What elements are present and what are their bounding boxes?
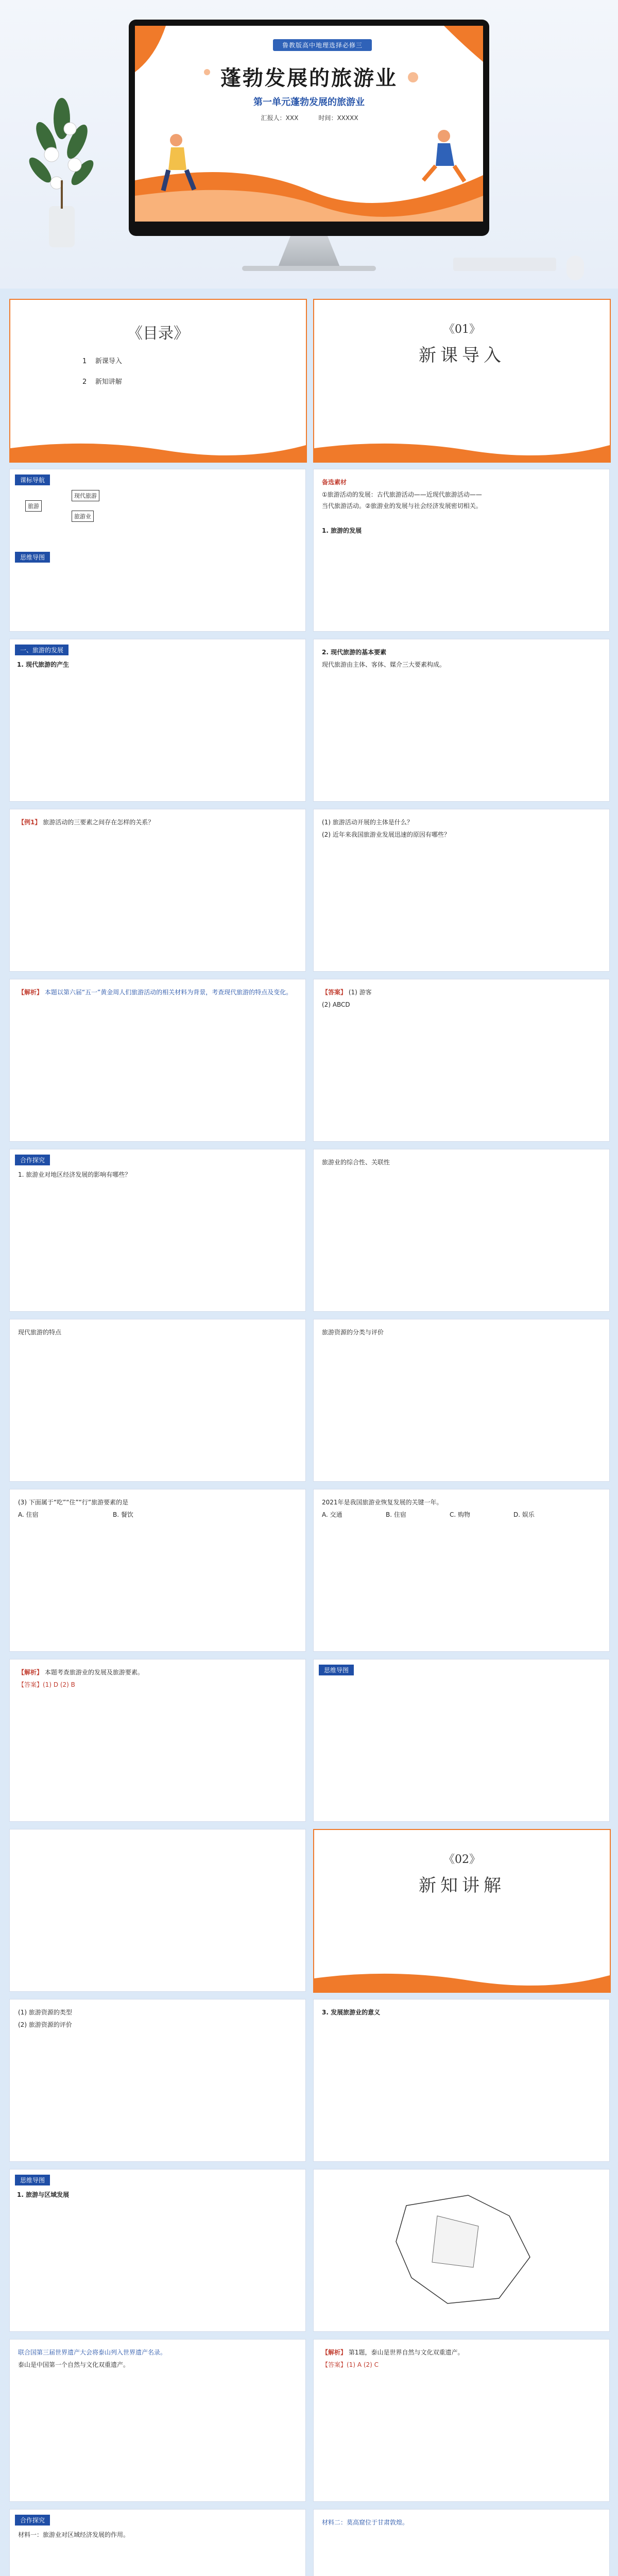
history-sub: 1. 现代旅游的产生 (17, 661, 70, 668)
slide-toc (9, 299, 307, 463)
quiz-2-opt-c[interactable]: C. 购物 (450, 1511, 471, 1518)
history-header: 一、旅游的发展 (15, 645, 68, 655)
features-line: 现代旅游的特点 (18, 1329, 62, 1336)
material-line-1: ①旅游活动的发展：古代旅游活动——近现代旅游活动—— (322, 491, 482, 498)
example-text: 旅游活动的三要素之间存在怎样的关系？ (43, 819, 154, 826)
quiz-analysis-line (18, 1668, 296, 1677)
slide-quiz-1 (9, 1489, 306, 1652)
resource-types-line-2: (2) 旅游资源的评价 (18, 2021, 72, 2028)
material-tag: 备选素材 (322, 479, 347, 486)
quiz-1-opt-b[interactable]: B. 餐饮 (113, 1511, 133, 1518)
analysis-tag: 【解析】 (18, 989, 43, 996)
slide-features (9, 1319, 306, 1482)
material-title: 1. 旅游的发展 (322, 527, 362, 534)
answer-line (322, 988, 372, 997)
analysis-text: 本题以第六届“五一”黄金周人们旅游活动的相关材料为背景，考查现代旅游的特点及变化。 (44, 989, 293, 996)
elements-line: 现代旅游由主体、客体、媒介三大要素构成。 (322, 661, 446, 668)
slide-section-02 (313, 1829, 611, 1993)
region-header: 思维导图 (15, 2175, 50, 2185)
answer-text: (1) 游客 (348, 989, 372, 996)
monitor (129, 20, 489, 236)
wave-decoration (314, 1968, 610, 1992)
heritage-answer: 【答案】(1) A (2) C (322, 2361, 379, 2368)
quiz-1-opt-a[interactable]: A. 住宿 (18, 1511, 39, 1518)
explore-line: 1. 旅游业对地区经济发展的影响有哪些？ (18, 1171, 131, 1178)
thinking-map-header: 思维导图 (319, 1665, 354, 1675)
answer-line-2: (2) ABCD (322, 1001, 350, 1008)
slide-material-2 (313, 2509, 610, 2576)
slide-history (9, 639, 306, 802)
section-02-title: 新知讲解 (419, 1875, 505, 1896)
slide-relation (313, 1149, 610, 1312)
slide-analysis (9, 979, 306, 1142)
plant-illustration (21, 77, 103, 247)
heritage-line-2: 泰山是中国第一个自然与文化双重遗产。 (18, 2361, 130, 2368)
slide-quiz-2 (313, 1489, 610, 1652)
keyboard (453, 258, 556, 271)
slide-resource-types (9, 1999, 306, 2162)
slide-curriculum (9, 469, 306, 632)
monitor-stand (278, 236, 340, 267)
toc-item-2[interactable] (82, 377, 122, 388)
answer-tag: 【答案】 (322, 989, 347, 996)
example-tag: 【例1】 (18, 819, 41, 826)
cooperate-line: 材料一：旅游业对区域经济发展的作用。 (18, 2531, 130, 2538)
mindmap-box-1: 旅游 (25, 500, 42, 512)
cover-subtitle: 第一单元蓬勃发展的旅游业 (253, 97, 365, 108)
cover-ribbon: 鲁教版高中地理选择必修三 (273, 39, 372, 51)
elements-title: 2. 现代旅游的基本要素 (322, 649, 387, 656)
resource-types-line: (1) 旅游资源的类型 (18, 2009, 72, 2016)
slide-heritage (9, 2339, 306, 2502)
slide-explore (9, 1149, 306, 1312)
cover-hero (0, 0, 618, 289)
quiz-2-opt-a[interactable]: A. 交通 (322, 1511, 342, 1518)
heritage-line-1: 联合国第三届世界遗产大会将泰山列入世界遗产名录。 (18, 2349, 167, 2356)
slide-answer (313, 979, 610, 1142)
quiz-analysis-tag: 【解析】 (18, 1669, 43, 1676)
wave-decoration (314, 438, 610, 462)
mouse (566, 256, 584, 280)
mindmap-box-3: 旅游业 (72, 511, 94, 522)
cover-decoration (135, 26, 483, 222)
explore-header: 合作探究 (15, 1155, 50, 1165)
quiz-analysis-text: 本题考查旅游业的发展及旅游要素。 (44, 1669, 144, 1676)
resources-line: 旅游资源的分类与评价 (322, 1329, 384, 1336)
curriculum-header: 课标导航 (15, 474, 50, 485)
significance-title: 3. 发展旅游业的意义 (322, 2009, 381, 2016)
slide-significance (313, 1999, 610, 2162)
cooperate-header: 合作探究 (15, 2515, 50, 2526)
mindmap-header: 思维导图 (15, 552, 50, 563)
example-line (18, 818, 296, 827)
quiz-2-line: 2021年是我国旅游业恢复发展的关键一年。 (322, 1499, 443, 1506)
toc-item-2-num: 2 (82, 378, 87, 386)
toc-item-1[interactable] (82, 357, 122, 367)
province-map (375, 2185, 551, 2319)
heritage-analysis-text: 第1题，泰山是世界自然与文化双重遗产。 (348, 2349, 464, 2356)
wave-decoration (10, 438, 306, 462)
quiz-2-opt-d[interactable]: D. 娱乐 (513, 1511, 535, 1518)
cover-slide (135, 26, 483, 222)
slide-example (9, 809, 306, 972)
question-2: (2) 近年来我国旅游业发展迅速的原因有哪些？ (322, 831, 450, 838)
cover-title: 蓬勃发展的旅游业 (220, 66, 398, 90)
monitor-base (242, 266, 376, 271)
toc-title: 《目录》 (127, 325, 189, 343)
quiz-1-line: (3) 下面属于“吃”“住”“行”旅游要素的是 (18, 1499, 129, 1506)
question-1: (1) 旅游活动开展的主体是什么？ (322, 819, 413, 826)
toc-item-2-label: 新知讲解 (95, 378, 122, 386)
slide-elements (313, 639, 610, 802)
slide-blank-diagram (9, 1829, 306, 1992)
cover-presenter: 汇报人：XXX (261, 114, 299, 122)
slide-cooperate (9, 2509, 306, 2576)
section-01-number: 《01》 (443, 323, 480, 336)
heritage-analysis-line (322, 2348, 600, 2358)
slide-region (9, 2169, 306, 2332)
cover-time: 时间：XXXXX (318, 114, 358, 122)
section-02-number: 《02》 (443, 1853, 480, 1866)
heritage-analysis-tag: 【解析】 (322, 2349, 347, 2356)
toc-item-1-num: 1 (82, 358, 87, 365)
quiz-answer: 【答案】(1) D (2) B (18, 1681, 75, 1688)
slide-map (313, 2169, 610, 2332)
slide-questions (313, 809, 610, 972)
sitting-person-illustration (423, 130, 465, 181)
slide-section-01 (313, 299, 611, 463)
slide-quiz-analysis (9, 1659, 306, 1822)
analysis-line (18, 988, 296, 997)
toc-item-1-label: 新课导入 (95, 358, 122, 365)
mindmap-box-2: 现代旅游 (72, 490, 99, 501)
slide-thinking-map (313, 1659, 610, 1822)
material-2-line: 材料二：莫高窟位于甘肃敦煌。 (322, 2519, 409, 2526)
section-01-title: 新课导入 (419, 345, 505, 366)
slide-material (313, 469, 610, 632)
slide-resources (313, 1319, 610, 1482)
region-title: 1. 旅游与区域发展 (17, 2191, 70, 2198)
quiz-2-opt-b[interactable]: B. 住宿 (386, 1511, 406, 1518)
material-line-2: 当代旅游活动。②旅游业的发展与社会经济发展密切相关。 (322, 502, 482, 510)
slide-heritage-analysis (313, 2339, 610, 2502)
relation-line: 旅游业的综合性、关联性 (322, 1159, 390, 1166)
